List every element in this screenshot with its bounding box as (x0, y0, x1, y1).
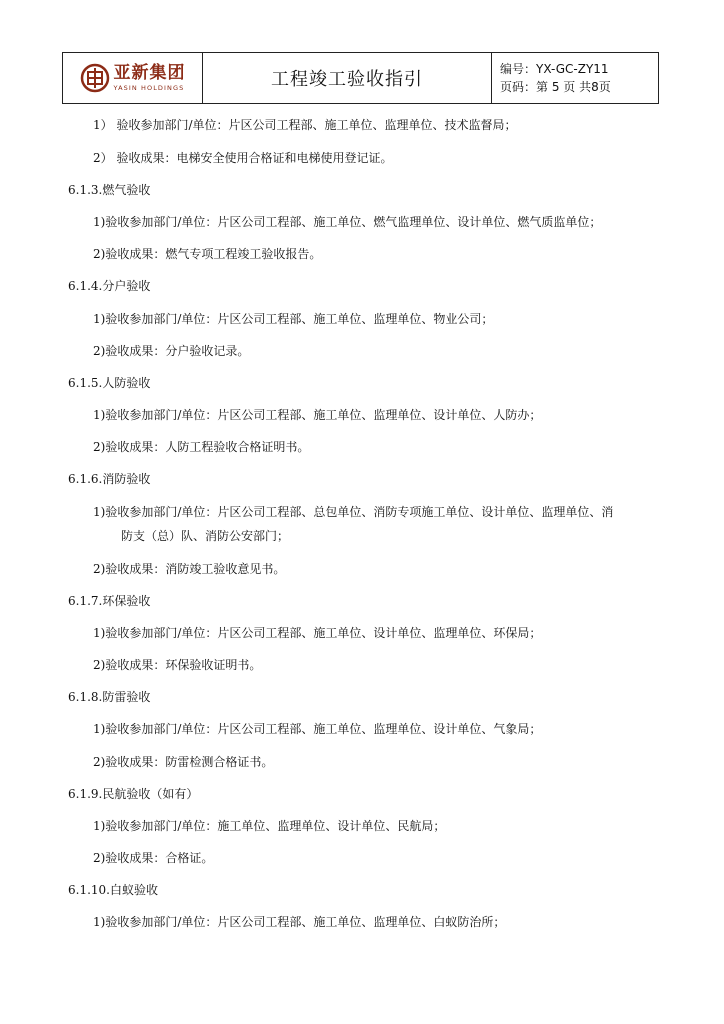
body-line: 1)验收参加部门/单位：片区公司工程部、施工单位、监理单位、物业公司； (93, 312, 494, 326)
section-heading: 6.1.5.人防验收 (68, 376, 151, 390)
document-title: 工程竣工验收指引 (203, 53, 492, 103)
page-info: 页码：第 5 页 共8页 (500, 80, 611, 94)
section-heading: 6.1.4.分户验收 (68, 279, 151, 293)
body-line: 2） 验收成果：电梯安全使用合格证和电梯使用登记证。 (93, 151, 393, 165)
body-line: 2)验收成果：燃气专项工程竣工验收报告。 (93, 247, 322, 261)
document-number: 编号：YX-GC-ZY11 (500, 62, 609, 76)
body-line: 2)验收成果：消防竣工验收意见书。 (93, 562, 286, 576)
body-line: 2)验收成果：合格证。 (93, 851, 214, 865)
body-line: 1)验收参加部门/单位：片区公司工程部、施工单位、设计单位、监理单位、环保局； (93, 626, 542, 640)
body-line: 2)验收成果：分户验收记录。 (93, 344, 250, 358)
section-heading: 6.1.7.环保验收 (68, 594, 151, 608)
body-line: 2)验收成果：防雷检测合格证书。 (93, 755, 274, 769)
body-line: 1） 验收参加部门/单位：片区公司工程部、施工单位、监理单位、技术监督局； (93, 118, 517, 132)
body-line: 2)验收成果：人防工程验收合格证明书。 (93, 440, 310, 454)
section-heading: 6.1.6.消防验收 (68, 472, 151, 486)
body-line: 1)验收参加部门/单位：片区公司工程部、施工单位、燃气监理单位、设计单位、燃气质监单位； (93, 215, 602, 229)
body-line: 1)验收参加部门/单位：片区公司工程部、施工单位、监理单位、设计单位、气象局； (93, 722, 542, 736)
body-line-continuation: 防支（总）队、消防公安部门； (121, 529, 290, 543)
logo-chinese-name: 亚新集团 (113, 62, 186, 83)
section-heading: 6.1.9.民航验收（如有） (68, 787, 199, 801)
section-heading: 6.1.8.防雷验收 (68, 690, 151, 704)
body-line: 1)验收参加部门/单位：片区公司工程部、施工单位、监理单位、设计单位、人防办； (93, 408, 542, 422)
logo-english-name: YASIN HOLDINGS (113, 83, 185, 92)
section-heading: 6.1.10.白蚁验收 (68, 883, 158, 897)
body-line: 1)验收参加部门/单位：片区公司工程部、施工单位、监理单位、白蚁防治所； (93, 915, 506, 929)
body-line: 2)验收成果：环保验收证明书。 (93, 658, 262, 672)
body-line: 1)验收参加部门/单位：施工单位、监理单位、设计单位、民航局； (93, 819, 446, 833)
body-line: 1)验收参加部门/单位：片区公司工程部、总包单位、消防专项施工单位、设计单位、监理单位、消 (93, 505, 614, 519)
section-heading: 6.1.3.燃气验收 (68, 183, 151, 197)
